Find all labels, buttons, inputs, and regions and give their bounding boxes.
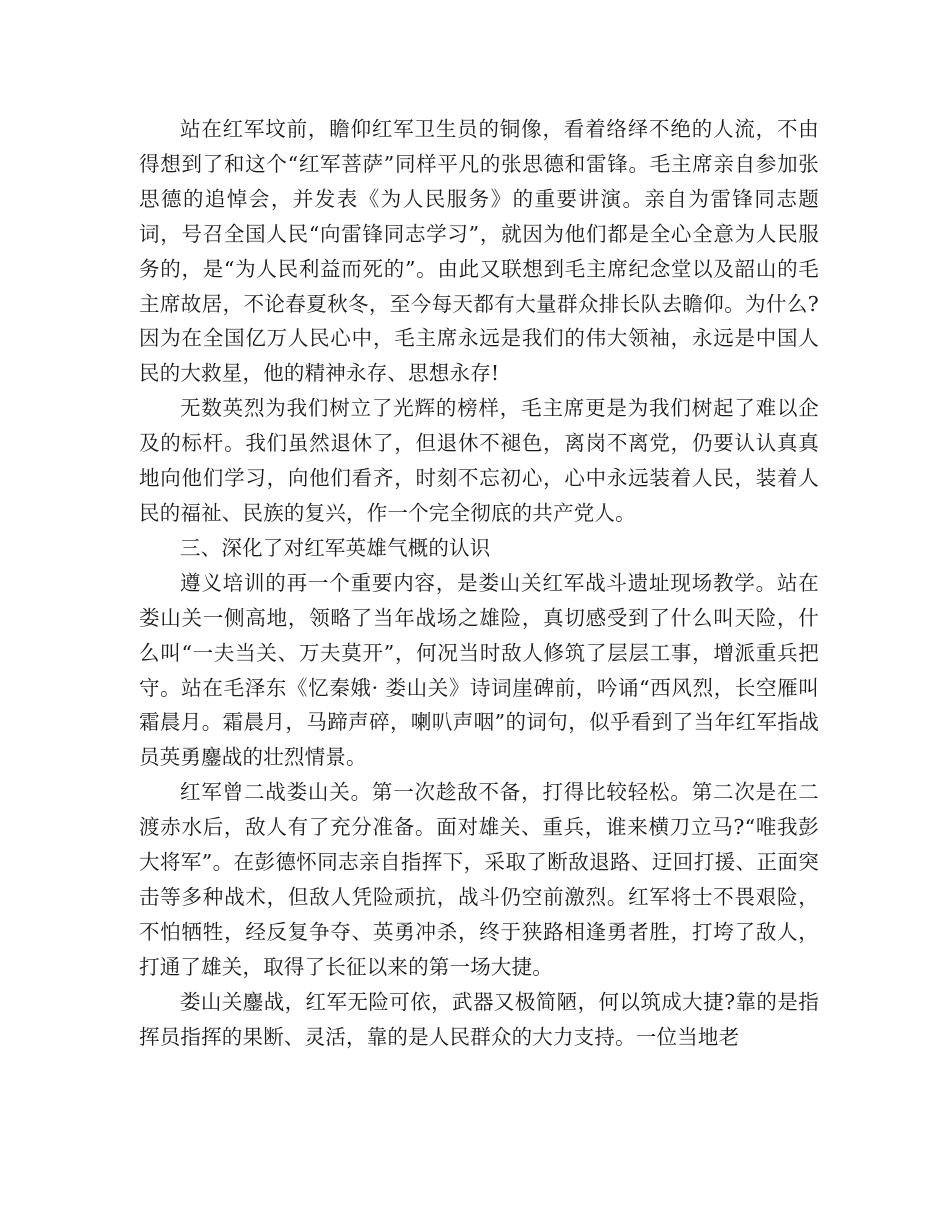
paragraph-heroes-example: 无数英烈为我们树立了光辉的榜样，毛主席更是为我们树起了难以企及的标杆。我们虽然退休了，但退休不褪色，离岗不离党，仍要认认真真地向他们学习，向他们看齐，时刻不忘初心，心中永远装着人民，装着人民的福祉、民族的复兴，作一个完全彻底的共产党人。 — [139, 396, 819, 525]
paragraph-loushanguan-teaching: 遵义培训的再一个重要内容，是娄山关红军战斗遗址现场教学。站在娄山关一侧高地，领略了当年战场之雄险，真切感受到了什么叫天险，什么叫“一夫当关、万夫莫开”，何况当时敌人修筑了层层工事，增派重兵把守。站在毛泽东《忆秦娥· 娄山关》诗词崖碑前，吟诵“西风烈，长空雁叫霜晨月。霜晨月，马蹄声碎，喇叭声咽”的词句，似乎看到了当年红军指战员英勇鏖战的壮烈情景。 — [139, 570, 819, 770]
section-heading-3: 三、深化了对红军英雄气概的认识 — [180, 535, 491, 560]
paragraph-victory-reasons: 娄山关鏖战，红军无险可依，武器又极简陋，何以筑成大捷?靠的是指挥员指挥的果断、灵活，靠的是人民群众的大力支持。一位当地老 — [139, 989, 819, 1049]
paragraph-two-battles: 红军曾二战娄山关。第一次趁敌不备，打得比较轻松。第二次是在二渡赤水后，敌人有了充分准备。面对雄关、重兵，谁来横刀立马?“唯我彭大将军”。在彭德怀同志亲自指挥下，采取了断敌退路、迂回打援、正面突击等多种战术，但敌人凭险顽抗，战斗仍空前激烈。红军将士不畏艰险，不怕牺牲，经反复争夺、英勇冲杀，终于狭路相逢勇者胜，打垮了敌人，打通了雄关，取得了长征以来的第一场大捷。 — [139, 780, 819, 979]
paragraph-red-army-tomb: 站在红军坟前，瞻仰红军卫生员的铜像，看着络绎不绝的人流，不由得想到了和这个“红军菩萨”同样平凡的张思德和雷锋。毛主席亲自参加张思德的追悼会，并发表《为人民服务》的重要讲演。亲自为雷锋同志题词，号召全国人民“向雷锋同志学习”，就因为他们都是全心全意为人民服务的，是“为人民利益而死的”。由此又联想到毛主席纪念堂以及韶山的毛主席故居，不论春夏秋冬，至今每天都有大量群众排长队去瞻仰。为什么?因为在全国亿万人民心中，毛主席永远是我们的伟大领袖，永远是中国人民的大救星，他的精神永存、思想永存! — [139, 117, 819, 386]
document-body — [139, 112, 819, 1054]
